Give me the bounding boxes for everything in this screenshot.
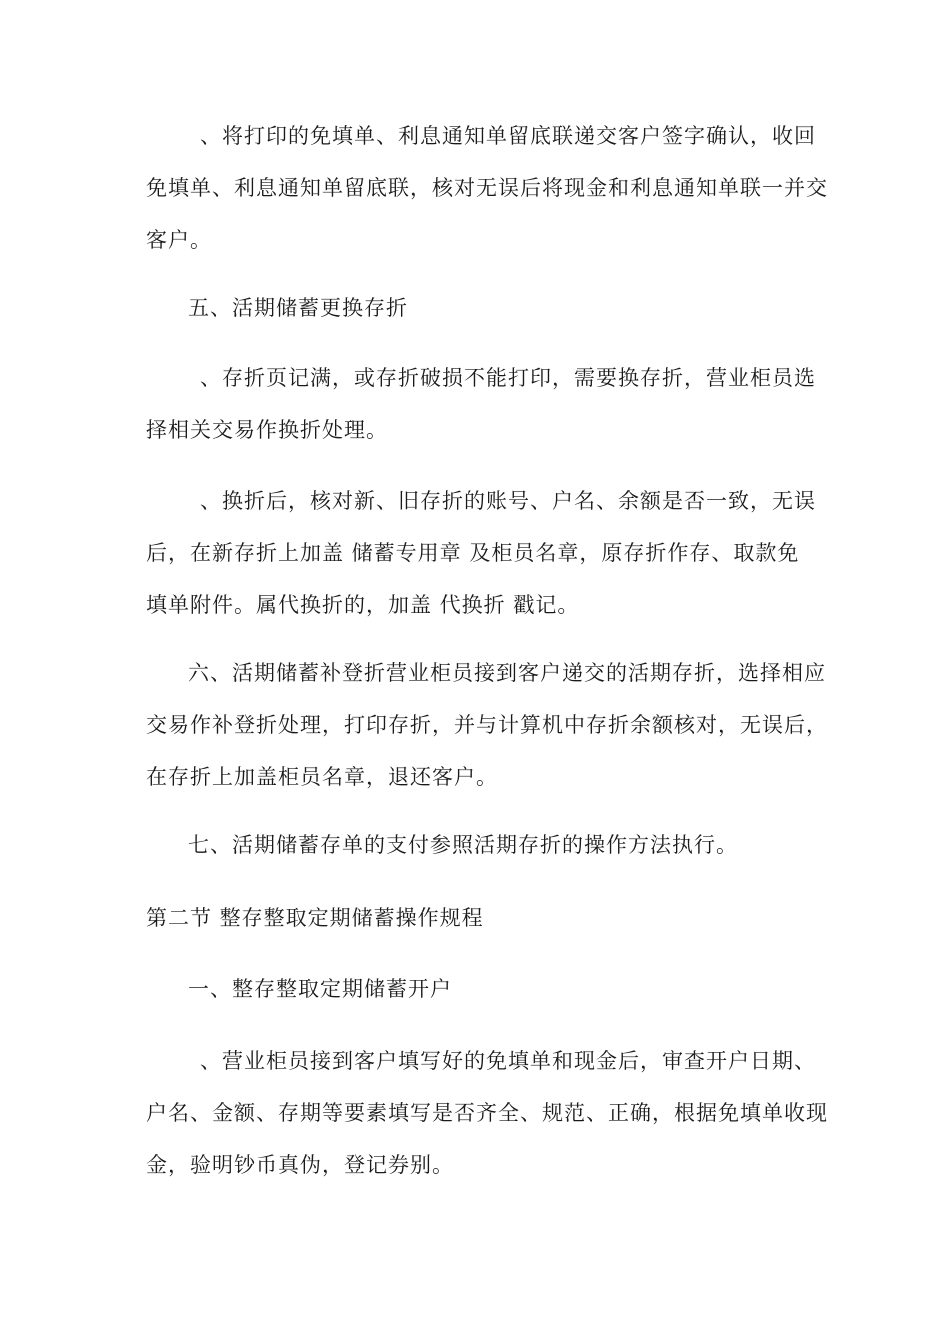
paragraph-line: 客户。 xyxy=(146,228,212,252)
paragraph-line: 、营业柜员接到客户填写好的免填单和现金后，审查开户日期、 xyxy=(200,1049,816,1073)
paragraph-line: 七、活期储蓄存单的支付参照活期存折的操作方法执行。 xyxy=(188,833,738,857)
paragraph-line: 填单附件。属代换折的，加盖 代换折 戳记。 xyxy=(146,593,580,617)
paragraph-line: 六、活期储蓄补登折营业柜员接到客户递交的活期存折，选择相应 xyxy=(188,661,826,685)
paragraph-line: 、存折页记满，或存折破损不能打印，需要换存折，营业柜员选 xyxy=(200,366,816,390)
section-heading: 第二节 整存整取定期储蓄操作规程 xyxy=(146,906,484,930)
paragraph-line: 在存折上加盖柜员名章，退还客户。 xyxy=(146,765,498,789)
paragraph-line: 免填单、利息通知单留底联，核对无误后将现金和利息通知单联一并交 xyxy=(146,176,828,200)
paragraph-line: 户名、金额、存期等要素填写是否齐全、规范、正确，根据免填单收现 xyxy=(146,1101,828,1125)
paragraph-line: 择相关交易作换折处理。 xyxy=(146,418,388,442)
paragraph-line: 、将打印的免填单、利息通知单留底联递交客户签字确认，收回 xyxy=(200,124,816,148)
paragraph-line: 交易作补登折处理，打印存折，并与计算机中存折余额核对，无误后， xyxy=(146,713,828,737)
paragraph-line: 、换折后，核对新、旧存折的账号、户名、余额是否一致，无误 xyxy=(200,489,816,513)
paragraph-line: 后，在新存折上加盖 储蓄专用章 及柜员名章，原存折作存、取款免 xyxy=(146,541,800,565)
subheading: 五、活期储蓄更换存折 xyxy=(188,296,408,320)
paragraph-line: 金，验明钞币真伪，登记券别。 xyxy=(146,1153,454,1177)
subheading: 一、整存整取定期储蓄开户 xyxy=(188,977,452,1001)
